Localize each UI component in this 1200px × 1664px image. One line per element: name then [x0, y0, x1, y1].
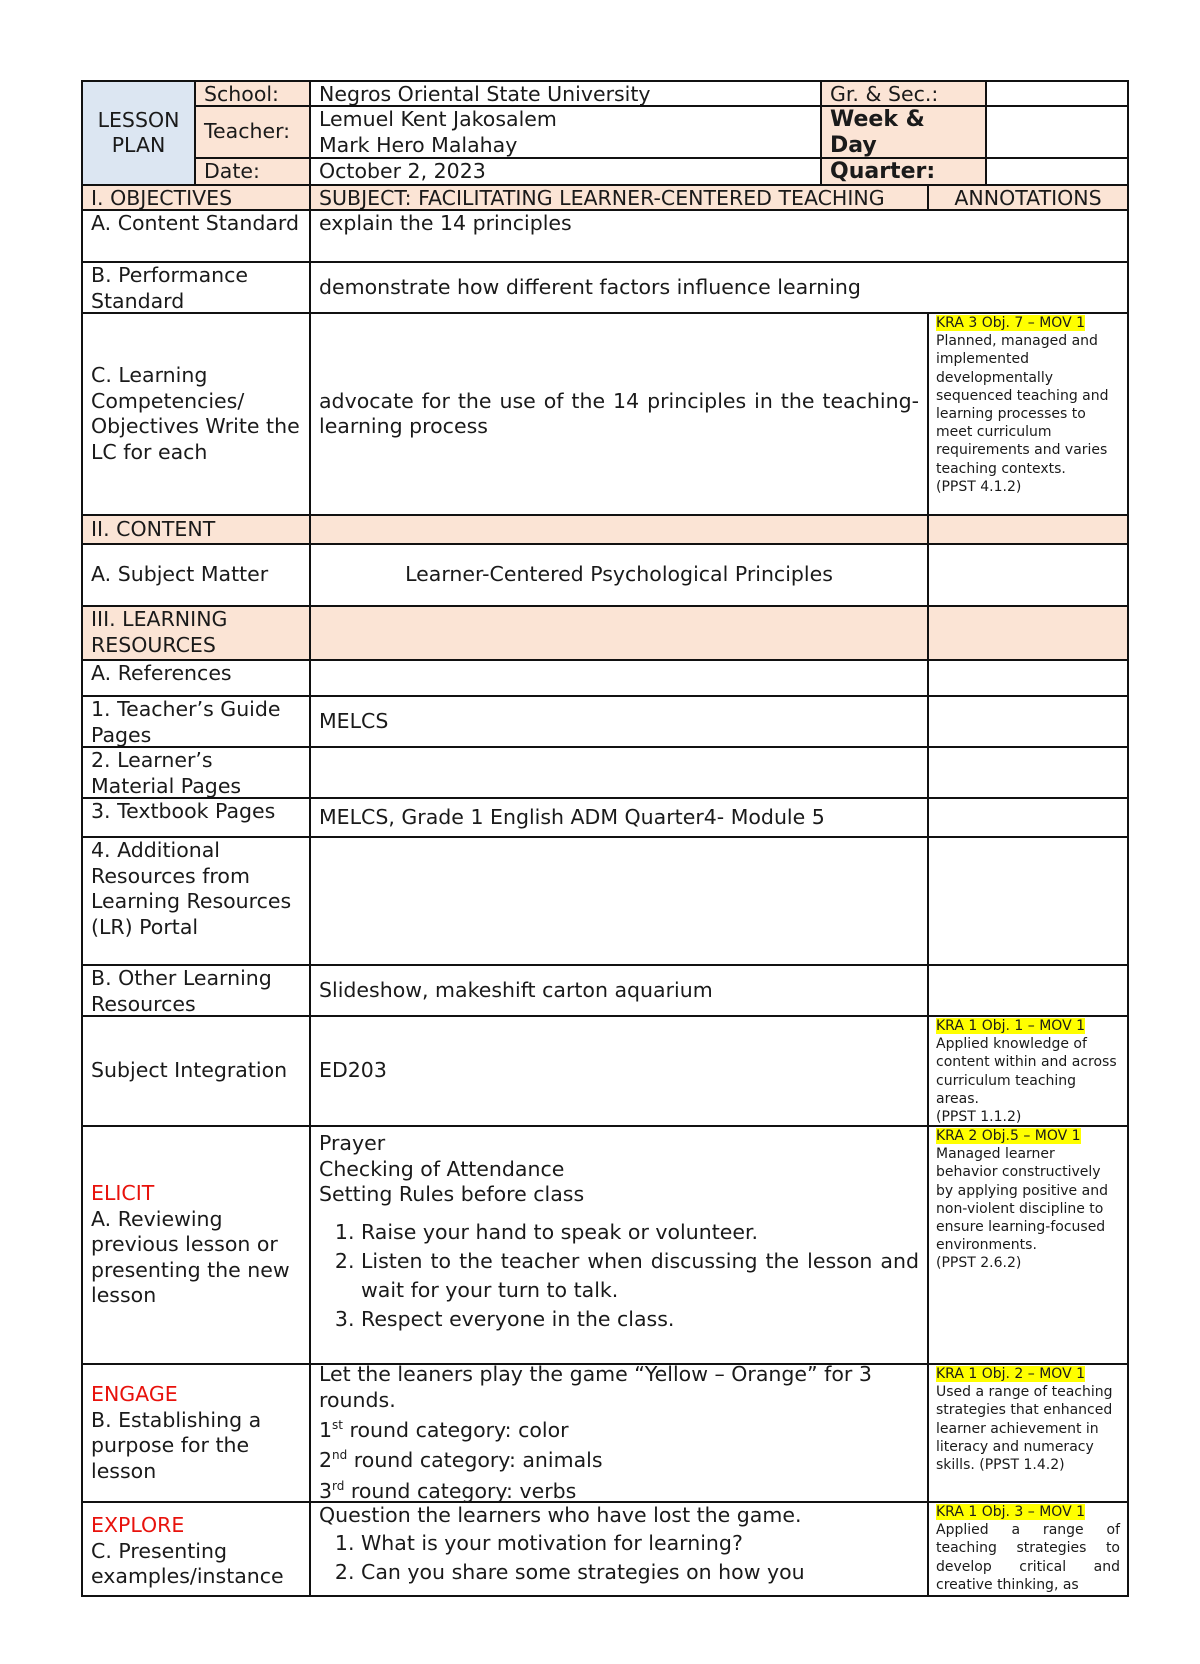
- additional-label-cell: [81, 836, 311, 966]
- round-text: round category: animals: [347, 1448, 603, 1473]
- annotations-heading-cell: [927, 184, 1129, 211]
- round-number: 3: [319, 1478, 333, 1503]
- competencies-value: advocate for the use of the 14 principles in the teaching-learning process: [319, 388, 919, 438]
- integration-label-cell: [81, 1015, 311, 1127]
- quarter-value-cell: [985, 157, 1129, 186]
- other-label: B. Other Learning Resources: [91, 966, 272, 1016]
- performance-standard-value-cell: [309, 261, 1129, 314]
- elicit-rules-heading: Setting Rules before class: [319, 1182, 585, 1206]
- teacher-value-cell: [309, 105, 822, 159]
- explore-questions: [319, 1529, 919, 1587]
- content-heading-mid: [309, 514, 929, 545]
- content-heading-cell: [81, 514, 311, 545]
- annotation-text: Applied a range of teaching strategies to develop critical and creative thinking, as: [936, 1522, 1120, 1593]
- references-ann: [927, 659, 1129, 697]
- engage-label-cell: [81, 1363, 311, 1503]
- additional-value-cell: [309, 836, 929, 966]
- round-text: round category: verbs: [344, 1478, 577, 1503]
- week-day-value-cell: [985, 105, 1129, 159]
- elicit-rules-list: [319, 1218, 919, 1334]
- other-label-cell: [81, 964, 311, 1017]
- explore-intro: Question the learners who have lost the game.: [319, 1503, 802, 1527]
- week-day-label-cell: [820, 105, 987, 159]
- explore-label-cell: [81, 1501, 311, 1597]
- content-standard-value-cell: [309, 209, 1129, 263]
- textbook-value: MELCS, Grade 1 English ADM Quarter4- Module 5: [319, 804, 825, 829]
- references-label: A. References: [91, 661, 232, 685]
- round-suffix: nd: [332, 1448, 348, 1463]
- objectives-heading: I. OBJECTIVES: [91, 186, 233, 210]
- textbook-ann: [927, 797, 1129, 838]
- list-item: 2. Can you share some strategies on how you: [361, 1558, 919, 1587]
- round-suffix: st: [332, 1418, 344, 1433]
- integration-value: ED203: [319, 1058, 387, 1083]
- explore-value-cell: [309, 1501, 929, 1597]
- integration-label: Subject Integration: [91, 1058, 288, 1083]
- integration-value-cell: [309, 1015, 929, 1127]
- other-value: Slideshow, makeshift carton aquarium: [319, 977, 713, 1002]
- explore-annotation-cell: [927, 1501, 1129, 1597]
- explore-tag: EXPLORE: [91, 1513, 185, 1537]
- subject-heading-cell: [309, 184, 929, 211]
- date-value: October 2, 2023: [319, 159, 486, 183]
- lm-label: 2. Learner’s Material Pages: [91, 748, 242, 798]
- additional-ann: [927, 836, 1129, 966]
- gr-sec-label-cell: [820, 80, 987, 107]
- content-heading: II. CONTENT: [91, 516, 216, 541]
- engage-value-cell: [309, 1363, 929, 1503]
- engage-label: B. Establishing a purpose for the lesson: [91, 1407, 262, 1483]
- subject-matter-value: Learner-Centered Psychological Principles: [405, 562, 833, 587]
- annotation-text: Planned, managed and implemented developmentally sequenced teaching and learning processes to meet curriculum requirements and varies teaching contexts.: [936, 333, 1109, 477]
- lm-label-cell: [81, 746, 311, 799]
- annotations-heading: ANNOTATIONS: [954, 186, 1102, 210]
- resources-heading-ann: [927, 605, 1129, 661]
- lesson-plan-label: LESSON PLAN: [97, 107, 180, 157]
- kra-tag: KRA 1 Obj. 1 – MOV 1: [936, 1018, 1086, 1034]
- list-item: 3. Respect everyone in the class.: [361, 1305, 919, 1334]
- engage-round-2: [319, 1443, 919, 1473]
- performance-standard-value: demonstrate how different factors influence learning: [319, 274, 861, 299]
- subject-matter-value-cell: [309, 543, 929, 607]
- lm-value-cell: [309, 746, 929, 799]
- content-standard-value: explain the 14 principles: [319, 211, 572, 235]
- textbook-label: 3. Textbook Pages: [91, 799, 276, 823]
- subject-matter-label-cell: [81, 543, 311, 607]
- lm-ann: [927, 746, 1129, 799]
- gr-sec-value-cell: [985, 80, 1129, 107]
- engage-round-1: [319, 1413, 919, 1443]
- references-label-cell: [81, 659, 311, 697]
- annotation-ppst: (PPST 1.1.2): [936, 1109, 1022, 1126]
- resources-heading: III. LEARNING RESOURCES: [91, 607, 228, 657]
- annotation-ppst: (PPST 2.6.2): [936, 1255, 1022, 1272]
- teacher-label: Teacher:: [204, 119, 291, 144]
- elicit-attendance: Checking of Attendance: [319, 1156, 565, 1181]
- engage-annotation-cell: [927, 1363, 1129, 1503]
- competencies-label-cell: [81, 312, 311, 516]
- elicit-value-cell: [309, 1125, 929, 1365]
- school-value: Negros Oriental State University: [319, 82, 651, 106]
- round-text: round category: color: [343, 1417, 569, 1442]
- tg-label: 1. Teacher’s Guide Pages: [91, 697, 281, 747]
- kra-tag: KRA 1 Obj. 2 – MOV 1: [936, 1366, 1086, 1382]
- textbook-value-cell: [309, 797, 929, 838]
- other-value-cell: [309, 964, 929, 1017]
- school-value-cell: [309, 80, 822, 107]
- explore-label: C. Presenting examples/instance: [91, 1538, 284, 1588]
- tg-ann: [927, 695, 1129, 748]
- annotation-text: Managed learner behavior constructively by applying positive and non-violent discipline to ensure learning-focused environments.: [936, 1146, 1108, 1254]
- tg-value: MELCS: [319, 708, 389, 733]
- resources-heading-mid: [309, 605, 929, 661]
- content-heading-ann: [927, 514, 1129, 545]
- elicit-label: A. Reviewing previous lesson or presenting the new lesson: [91, 1206, 290, 1308]
- content-standard-label: A. Content Standard: [91, 211, 300, 235]
- lesson-plan-title: [81, 80, 196, 186]
- textbook-label-cell: [81, 797, 311, 838]
- round-number: 1: [319, 1417, 333, 1442]
- date-value-cell: [309, 157, 822, 186]
- school-label: School:: [204, 82, 279, 106]
- additional-label: 4. Additional Resources from Learning Resources (LR) Portal: [91, 838, 292, 939]
- annotation-text: Used a range of teaching strategies that enhanced learner achievement in literacy and numeracy skills. (PPST 1.4.2): [936, 1384, 1113, 1474]
- competencies-value-cell: [309, 312, 929, 516]
- quarter-label: Quarter:: [830, 159, 936, 184]
- quarter-label-cell: [820, 157, 987, 186]
- teacher-name-1: Lemuel Kent Jakosalem: [319, 107, 557, 131]
- references-mid: [309, 659, 929, 697]
- kra-tag: KRA 3 Obj. 7 – MOV 1: [936, 315, 1086, 331]
- round-suffix: rd: [332, 1478, 345, 1493]
- objectives-heading-cell: [81, 184, 311, 211]
- elicit-prayer: Prayer: [319, 1131, 386, 1155]
- competencies-annotation-cell: [927, 312, 1129, 516]
- elicit-label-cell: [81, 1125, 311, 1365]
- integration-annotation-cell: [927, 1015, 1129, 1127]
- engage-round-3: [319, 1474, 919, 1503]
- annotation-ppst: (PPST 4.1.2): [936, 478, 1022, 495]
- week-day-label: Week & Day: [830, 107, 925, 158]
- date-label: Date:: [204, 159, 260, 183]
- date-label-cell: [194, 157, 311, 186]
- elicit-tag: ELICIT: [91, 1181, 155, 1206]
- school-label-cell: [194, 80, 311, 107]
- list-item: 2. Listen to the teacher when discussing the lesson and wait for your turn to talk.: [361, 1247, 919, 1305]
- kra-tag: KRA 2 Obj.5 – MOV 1: [936, 1128, 1081, 1144]
- kra-tag: KRA 1 Obj. 3 – MOV 1: [936, 1504, 1086, 1520]
- resources-heading-cell: [81, 605, 311, 661]
- round-number: 2: [319, 1448, 333, 1473]
- engage-intro: Let the leaners play the game “Yellow – Orange” for 3 rounds.: [319, 1363, 872, 1412]
- elicit-annotation-cell: [927, 1125, 1129, 1365]
- tg-value-cell: [309, 695, 929, 748]
- subject-matter-ann: [927, 543, 1129, 607]
- content-standard-label-cell: [81, 209, 311, 263]
- other-ann: [927, 964, 1129, 1017]
- tg-label-cell: [81, 695, 311, 748]
- performance-standard-label-cell: [81, 261, 311, 314]
- annotation-text: Applied knowledge of content within and across curriculum teaching areas.: [936, 1036, 1117, 1107]
- list-item: 1. What is your motivation for learning?: [361, 1529, 919, 1558]
- subject-matter-label: A. Subject Matter: [91, 562, 269, 587]
- gr-sec-label: Gr. & Sec.:: [830, 82, 939, 106]
- competencies-label: C. Learning Competencies/ Objectives Write the LC for each: [91, 363, 300, 464]
- performance-standard-label: B. Performance Standard: [91, 263, 249, 313]
- engage-tag: ENGAGE: [91, 1382, 178, 1406]
- teacher-name-2: Mark Hero Malahay: [319, 132, 518, 157]
- teacher-label-cell: [194, 105, 311, 159]
- list-item: 1. Raise your hand to speak or volunteer.: [361, 1218, 919, 1247]
- subject-heading: SUBJECT: FACILITATING LEARNER-CENTERED TEACHING: [319, 186, 885, 210]
